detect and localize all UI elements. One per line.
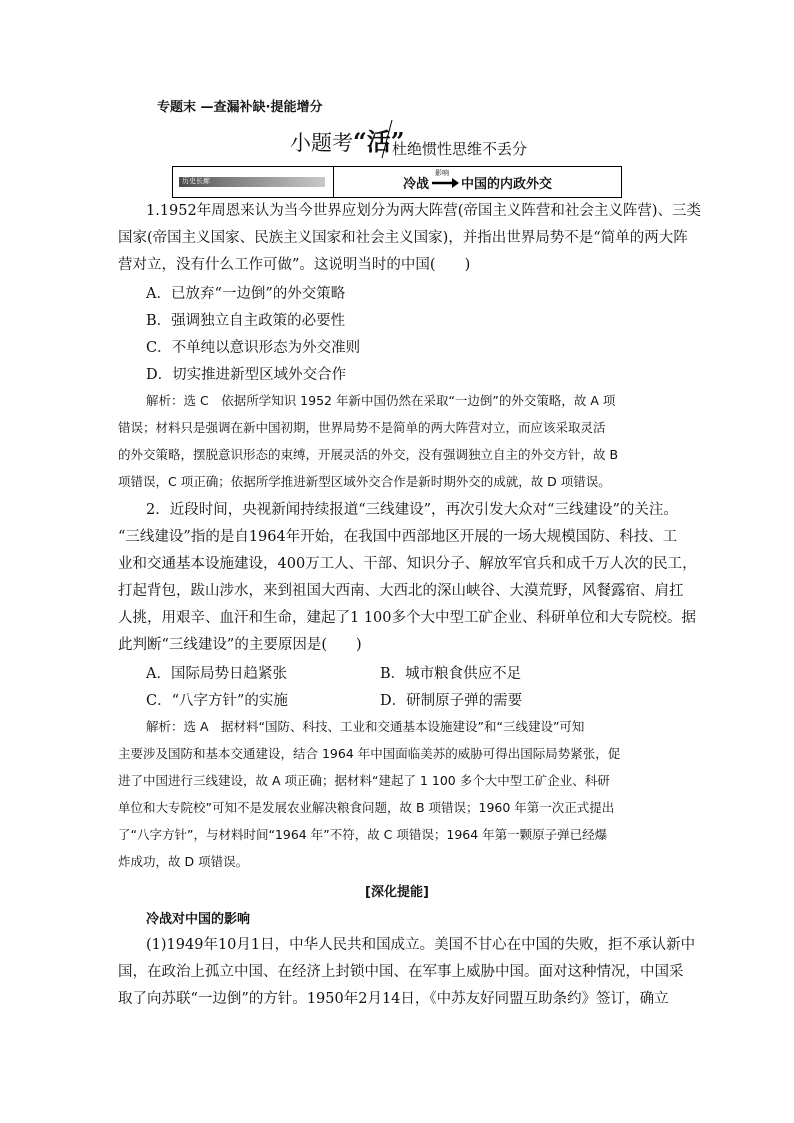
banner-main-text: 小题考 [290,131,353,155]
q1-stem-cont [118,225,688,279]
section-banner [290,118,590,162]
q2-option-d: D．研制原子弹的需要 [380,693,523,709]
q2-expl-line: 进了中国进行三线建设，故 A 项正确；据材料“建起了 1 100 多个大中型工矿企业、科研 [118,773,610,788]
q2-stem [146,497,680,524]
q2-option-b: B．城市粮食供应不足 [380,666,522,682]
q2-expl-line: 单位和大专院校”可知不是发展农业解决粮食问题，故 B 项错误；1960 年第一次正式提出 [118,800,615,815]
topic-box-right [334,167,621,197]
q2-line: “三线建设”指的是自1964年开始，在我国中西部地区开展的一场大规模国防、科技、工 [118,529,678,545]
deepen-paragraph [118,959,684,1013]
q1-line: 营对立，没有什么工作可做”。这说明当时的中国( ) [118,257,471,273]
q1-option-c: C．不单纯以意识形态为外交准则 [146,340,361,356]
q2-line: 业和交通基本设施建设，400万工人、干部、知识分子、解放军官兵和成千万人次的民工， [118,556,697,572]
q1-expl-line: 错误；材料只是强调在新中国初期，世界局势不是简单的两大阵营对立，而应该采取灵活 [118,420,606,435]
deepen-line: (1)1949年10月1日，中华人民共和国成立。美国不甘心在中国的失败，拒不承认新中 [146,937,696,953]
topic-box-left [173,167,334,197]
q1-option-a: A．已放弃“一边倒”的外交策略 [146,286,346,302]
deepen-line: 国，在政治上孤立中国、在经济上封锁中国、在军事上威胁中国。面对这种情况，中国采 [118,964,684,980]
q2-line: 2．近段时间，央视新闻持续报道“三线建设”，再次引发大众对“三线建设”的关注。 [146,502,678,518]
box-prefix: 冷战 [402,176,429,192]
banner-huo-text: “活” [353,127,405,156]
gradient-bar [179,177,325,187]
topic-box [172,166,622,198]
q1-option-b: B．强调独立自主政策的必要性 [146,313,346,329]
box-suffix: 中国的内政外交 [461,176,553,192]
q2-expl-line: 解析：选 A 据材料“国防、科技、工业和交通基本设施建设”和“三线建设”可知 [146,719,585,734]
q2-expl-line: 炸成功，故 D 项错误。 [118,854,249,869]
q1-line: 1.1952年周恩来认为当今世界应划分为两大阵营(帝国主义阵营和社会主义阵营)、三类 [146,203,702,219]
q2-option-a: A．国际局势日趋紧张 [146,666,287,682]
q2-line: 人挑，用艰辛、血汗和生命，建起了1 100多个大中型工矿企业、科研单位和大专院校。据 [118,610,697,626]
q2-line: 此判断“三线建设”的主要原因是( ) [118,637,362,653]
deepen-paragraph-first [146,932,696,959]
q2-explanation-first [146,713,680,740]
q2-stem-cont [118,524,697,659]
banner-subtitle: 杜绝惯性思维不丢分 [392,140,528,158]
q1-stem [146,198,702,225]
q1-expl-line: 解析：选 C 依据所学知识 1952 年新中国仍然在采取“一边倒”的外交策略，故 A 项 [146,393,616,408]
arrow-label: 影响 [435,169,449,177]
deepen-heading: [深化提能] [365,885,429,900]
deepen-subheading: 冷战对中国的影响 [146,912,251,927]
q1-explanation-first [146,387,680,414]
q1-explanation [118,414,680,495]
topic-title: 专题末 —查漏补缺·提能增分 [157,100,323,115]
q1-option-d: D．切实推进新型区域外交合作 [146,367,347,383]
q2-expl-line: 主要涉及国防和基本交通建设，结合 1964 年中国面临美苏的威胁可得出国际局势紧张，促 [118,746,621,761]
q1-expl-line: 项错误，C 项正确；依据所学推进新型区域外交合作是新时期外交的成就，故 D 项错误。 [118,474,611,489]
bar-label: 历史长廊 [182,177,210,185]
q2-option-c: C．“八字方针”的实施 [146,693,288,709]
q1-expl-line: 的外交策略，摆脱意识形态的束缚，开展灵活的外交，没有强调独立自主的外交方针，故 B [118,447,619,462]
deepen-line: 取了向苏联“一边倒”的方针。1950年2月14日，《中苏友好同盟互助条约》签订，确立 [118,991,669,1007]
influence-arrow-icon [431,169,459,189]
q2-expl-line: 了“八字方针”，与材料时间“1964 年”不符，故 C 项错误；1964 年第一颗原子弹已经爆 [118,827,608,842]
q2-line: 打起背包，跋山涉水，来到祖国大西南、大西北的深山峡谷、大漠荒野，风餐露宿、肩扛 [118,583,684,599]
q2-explanation [118,740,680,875]
q1-line: 国家(帝国主义国家、民族主义国家和社会主义国家)，并指出世界局势不是“简单的两大阵 [118,230,688,246]
